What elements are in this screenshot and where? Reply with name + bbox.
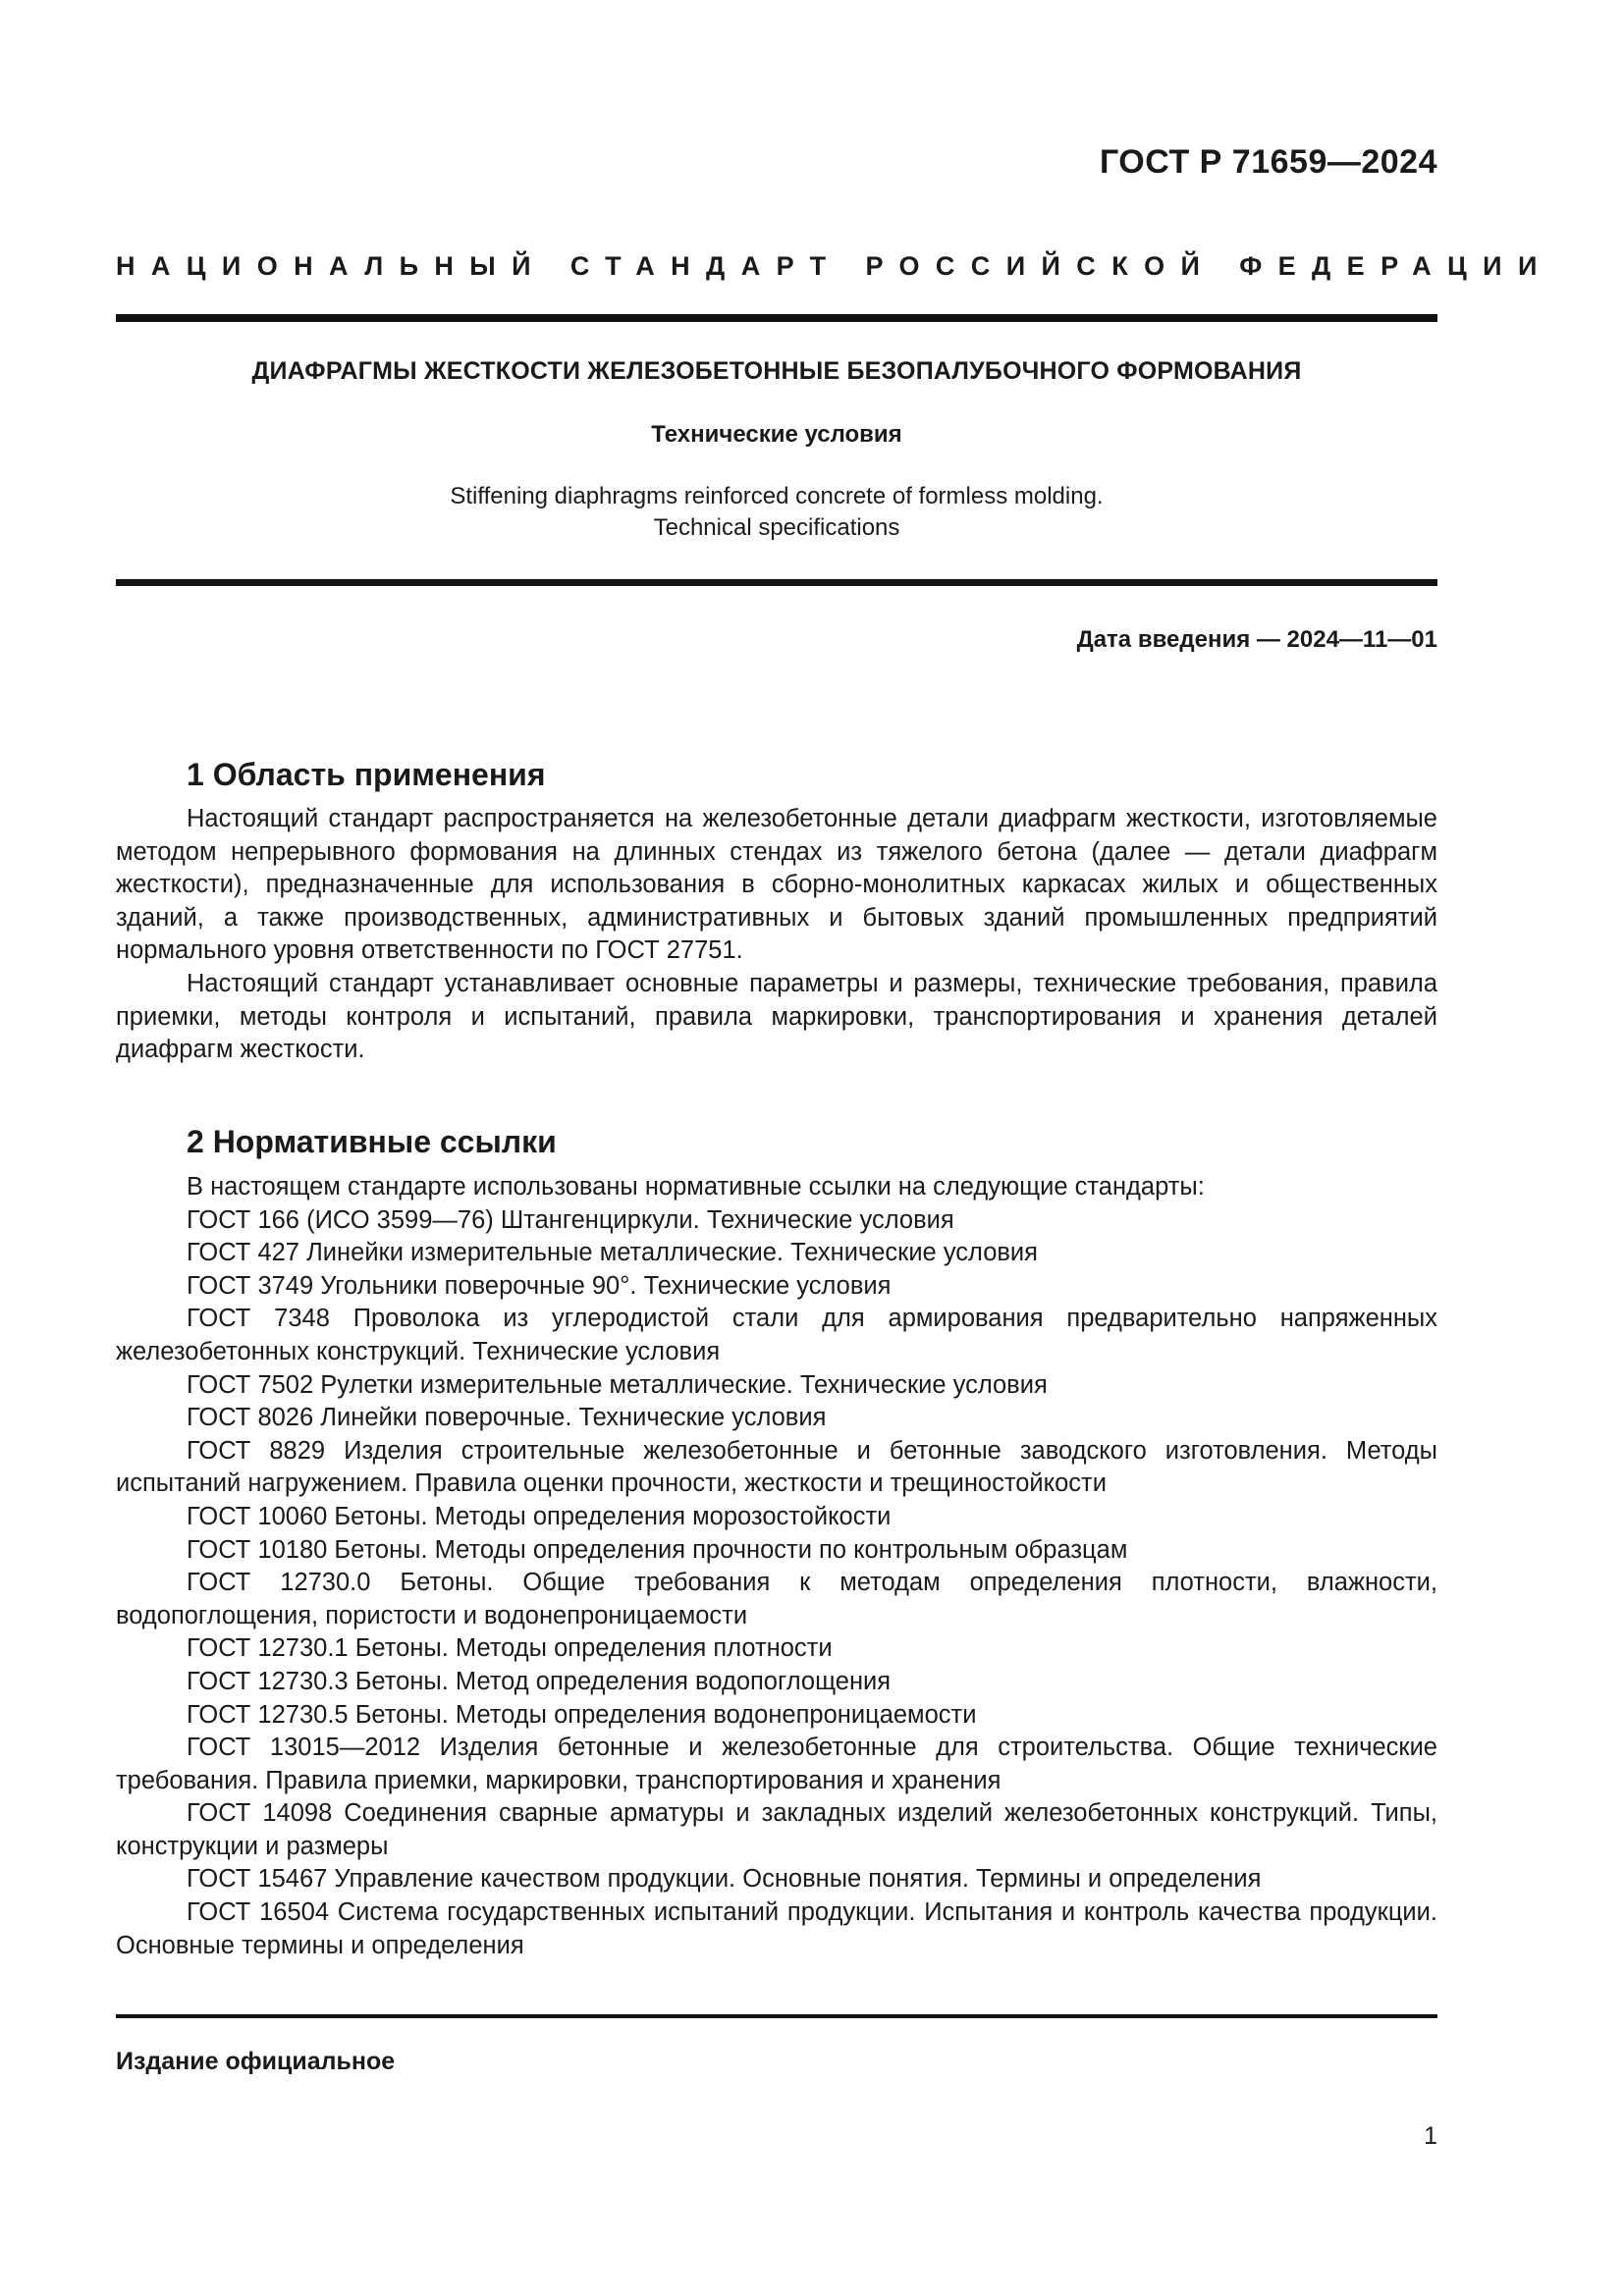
reference-item: ГОСТ 16504 Система государственных испытаний продукции. Испытания и контроль качества продукции. Основные термины и определения	[116, 1898, 1437, 1959]
reference-item: ГОСТ 8829 Изделия строительные железобетонные и бетонные заводского изготовления. Методы испытаний нагружением. Правила оценки прочности, жесткости и трещиностойкости	[116, 1436, 1437, 1498]
reference-item: ГОСТ 8026 Линейки поверочные. Технические условия	[187, 1404, 827, 1432]
reference-item: ГОСТ 12730.3 Бетоны. Метод определения водопоглощения	[187, 1667, 892, 1695]
reference-item: ГОСТ 7348 Проволока из углеродистой стали для армирования предварительно напряженных железобетонных конструкций. Технические условия	[116, 1305, 1437, 1365]
section-1-body	[116, 803, 1437, 1067]
reference-item: ГОСТ 166 (ИСО 3599—76) Штангенциркули. Технические условия	[187, 1205, 954, 1234]
footer-divider	[116, 2014, 1437, 2018]
reference-item: ГОСТ 3749 Угольники поверочные 90°. Технические условия	[187, 1271, 892, 1300]
english-title-line-2: Technical specifications	[653, 514, 900, 541]
paragraph: Настоящий стандарт устанавливает основные параметры и размеры, технические требования, правила приемки, методы контроля и испытаний, правила маркировки, транспортирования и хранения деталей диафрагм жесткости.	[116, 969, 1437, 1064]
introduction-date: Дата введения — 2024—11—01	[1076, 626, 1437, 653]
english-title	[116, 481, 1437, 544]
reference-item: ГОСТ 14098 Соединения сварные арматуры и закладных изделий железобетонных конструкций. Типы, конструкции и размеры	[116, 1799, 1437, 1860]
page-number: 1	[1424, 2122, 1437, 2150]
reference-item: ГОСТ 12730.0 Бетоны. Общие требования к методам определения плотности, влажности, водопоглощения, пористости и водонепроницаемости	[116, 1569, 1437, 1629]
paragraph: Настоящий стандарт распространяется на железобетонные детали диафрагм жесткости, изготовляемые методом непрерывного формования на длинных стендах из тяжелого бетона (далее — детали диафрагм жесткости), предназначенные для использования в сборно-монолитных каркасах жилых и общественных зданий, а также производственных, административных и бытовых зданий промышленных предприятий нормального уровня ответственности по ГОСТ 27751.	[116, 805, 1437, 965]
reference-item: ГОСТ 13015—2012 Изделия бетонные и железобетонные для строительства. Общие технические требования. Правила приемки, маркировки, транспортирования и хранения	[116, 1734, 1437, 1794]
reference-item: ГОСТ 7502 Рулетки измерительные металлические. Технические условия	[187, 1370, 1048, 1399]
reference-item: ГОСТ 427 Линейки измерительные металлические. Технические условия	[187, 1239, 1038, 1267]
reference-item: ГОСТ 15467 Управление качеством продукции. Основные понятия. Термины и определения	[187, 1865, 1262, 1894]
national-standard-banner: НАЦИОНАЛЬНЫЙ СТАНДАРТ РОССИЙСКОЙ ФЕДЕРАЦИИ	[116, 251, 1553, 281]
reference-item: ГОСТ 12730.1 Бетоны. Методы определения плотности	[187, 1634, 833, 1663]
standard-number: ГОСТ Р 71659—2024	[1099, 143, 1437, 181]
title-divider	[116, 579, 1437, 586]
section-1-heading: 1 Область применения	[187, 757, 546, 792]
top-divider	[116, 314, 1437, 322]
section-2-body	[116, 1171, 1437, 1962]
reference-item: ГОСТ 10060 Бетоны. Методы определения морозостойкости	[187, 1502, 892, 1530]
references-intro: В настоящем стандарте использованы нормативные ссылки на следующие стандарты:	[187, 1173, 1205, 1201]
section-2-heading: 2 Нормативные ссылки	[187, 1124, 557, 1159]
english-title-line-1: Stiffening diaphragms reinforced concrete of formless molding.	[450, 483, 1104, 509]
document-title: ДИАФРАГМЫ ЖЕСТКОСТИ ЖЕЛЕЗОБЕТОННЫЕ БЕЗОПАЛУБОЧНОГО ФОРМОВАНИЯ	[251, 357, 1302, 385]
document-subtitle: Технические условия	[651, 421, 902, 448]
official-edition-label: Издание официальное	[116, 2048, 396, 2075]
reference-item: ГОСТ 12730.5 Бетоны. Методы определения водонепроницаемости	[187, 1700, 977, 1729]
reference-item: ГОСТ 10180 Бетоны. Методы определения прочности по контрольным образцам	[187, 1535, 1128, 1564]
